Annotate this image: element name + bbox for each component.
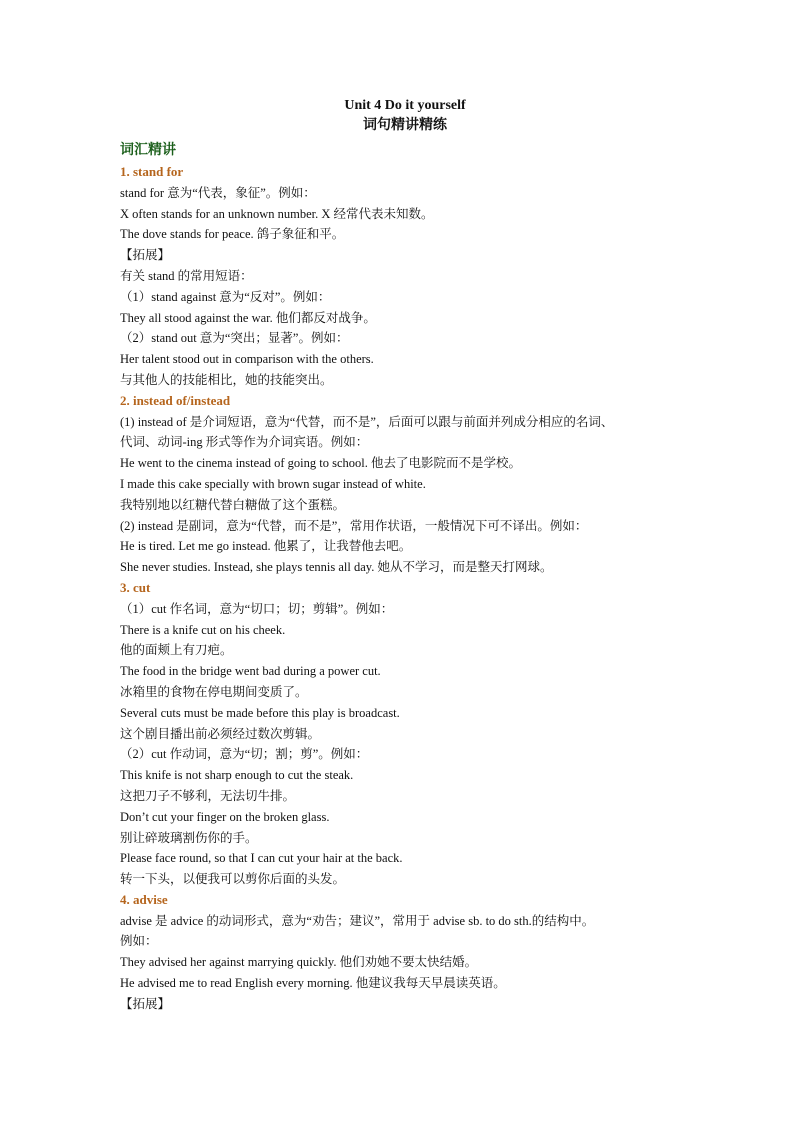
- text-line: I made this cake specially with brown sugar instead of white.: [120, 476, 426, 491]
- section-heading: 词汇精讲: [120, 143, 176, 158]
- text-line: 【拓展】: [120, 996, 171, 1011]
- text-line: They all stood against the war. 他们都反对战争。: [120, 310, 376, 325]
- text-line: 我特别地以红糖代替白糖做了这个蛋糕。: [120, 497, 346, 512]
- text-line: He is tired. Let me go instead. 他累了，让我替他去吧。: [120, 539, 412, 554]
- text-line: She never studies. Instead, she plays tennis all day. 她从不学习，而是整天打网球。: [120, 560, 553, 575]
- text-line: 代词、动词-ing 形式等作为介词宾语。例如：: [120, 435, 369, 450]
- vocab-heading: 4. advise: [120, 891, 168, 907]
- text-line: This knife is not sharp enough to cut the steak.: [120, 768, 354, 783]
- text-line: 别让碎玻璃割伤你的手。: [120, 830, 258, 845]
- text-line: 这把刀子不够利，无法切牛排。: [120, 788, 296, 803]
- document-body: [120, 162, 690, 1015]
- text-line: X often stands for an unknown number. X 经常代表未知数。: [120, 206, 434, 221]
- text-line: He went to the cinema instead of going to school. 他去了电影院而不是学校。: [120, 456, 521, 471]
- text-line: He advised me to read English every morning. 他建议我每天早晨读英语。: [120, 976, 506, 991]
- text-line: They advised her against marrying quickly. 他们劝她不要太快结婚。: [120, 955, 478, 970]
- text-line: 他的面颊上有刀疤。: [120, 643, 233, 658]
- text-line: (2) instead 是副词，意为“代替，而不是”，常用作状语，一般情况下可不译出。例如：: [120, 518, 588, 533]
- vocab-heading: 2. instead of/instead: [120, 392, 231, 408]
- document-subtitle: 词句精讲精练: [363, 118, 447, 133]
- text-line: 与其他人的技能相比，她的技能突出。: [120, 372, 333, 387]
- text-line: (1) instead of 是介词短语，意为“代替，而不是”，后面可以跟与前面并列成分相应的名词、: [120, 414, 614, 429]
- text-line: stand for 意为“代表，象征”。例如：: [120, 185, 316, 200]
- text-line: （1）cut 作名词，意为“切口；切；剪辑”。例如：: [120, 601, 394, 616]
- text-line: 【拓展】: [120, 248, 171, 263]
- text-line: （2）stand out 意为“突出；显著”。例如：: [120, 331, 349, 346]
- text-line: 这个剧目播出前必须经过数次剪辑。: [120, 726, 321, 741]
- text-line: （1）stand against 意为“反对”。例如：: [120, 289, 331, 304]
- text-line: （2）cut 作动词，意为“切；割；剪”。例如：: [120, 747, 369, 762]
- document-title: Unit 4 Do it yourself: [344, 98, 466, 113]
- text-line: There is a knife cut on his cheek.: [120, 622, 286, 637]
- text-line: Don’t cut your finger on the broken glass.: [120, 809, 330, 824]
- text-line: advise 是 advice 的动词形式，意为“劝告；建议”，常用于 advise sb. to do sth.的结构中。: [120, 913, 595, 928]
- vocab-heading: 1. stand for: [120, 164, 184, 179]
- text-line: 有关 stand 的常用短语：: [120, 268, 253, 283]
- text-line: 例如：: [120, 934, 158, 949]
- vocab-heading: 3. cut: [120, 579, 151, 595]
- document-page: [120, 96, 690, 1015]
- text-line: 冰箱里的食物在停电期间变质了。: [120, 684, 308, 699]
- text-line: 转一下头，以便我可以剪你后面的头发。: [120, 872, 346, 887]
- text-line: The dove stands for peace. 鸽子象征和平。: [120, 227, 345, 242]
- text-line: The food in the bridge went bad during a power cut.: [120, 664, 381, 679]
- text-line: Please face round, so that I can cut your hair at the back.: [120, 851, 403, 866]
- text-line: Her talent stood out in comparison with the others.: [120, 352, 374, 367]
- text-line: Several cuts must be made before this play is broadcast.: [120, 705, 400, 720]
